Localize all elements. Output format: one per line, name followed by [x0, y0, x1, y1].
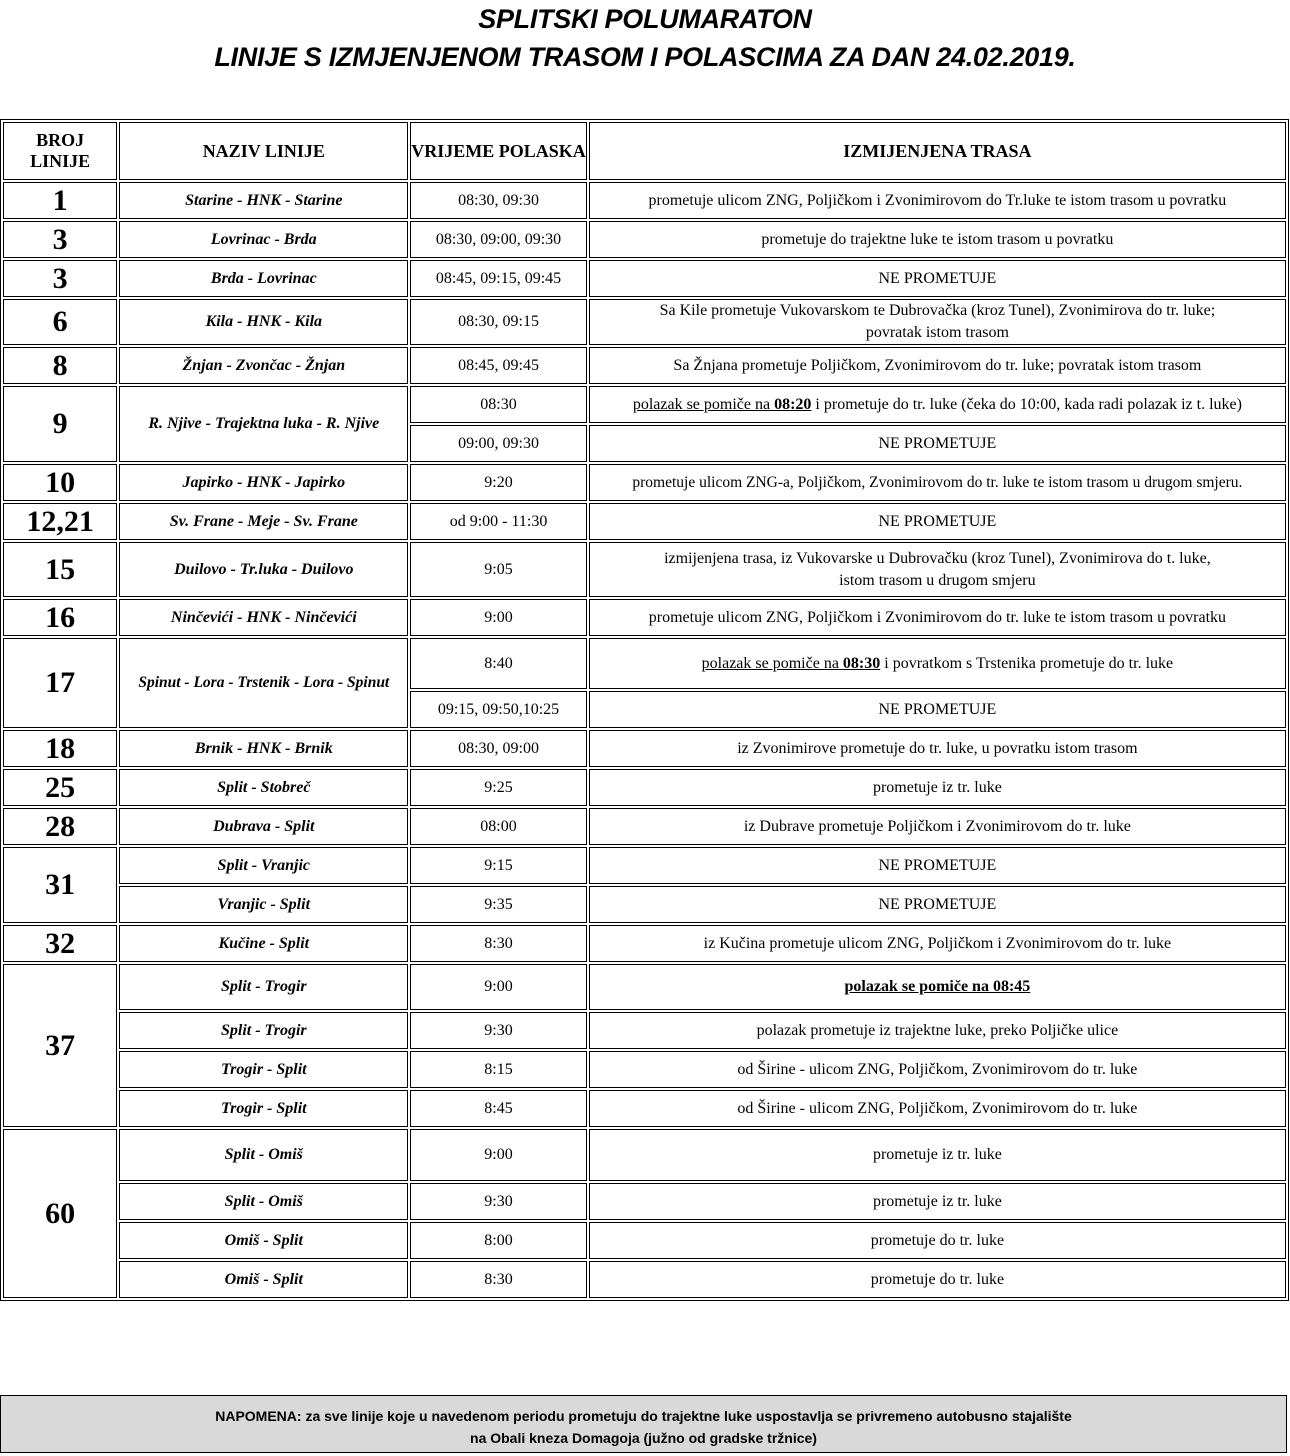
departure-time: od 9:00 - 11:30	[410, 503, 587, 540]
line-number: 37	[3, 964, 117, 1127]
note-box	[0, 1395, 1287, 1453]
route-highlight: polazak se pomiče na 08:45	[844, 978, 1031, 995]
line-name: Split - Vranjic	[119, 847, 408, 884]
table-row	[3, 886, 1286, 923]
route-change: polazak prometuje iz trajektne luke, preko Poljičke ulice	[589, 1012, 1286, 1049]
line-number: 16	[3, 599, 117, 636]
note-line-2: na Obali kneza Domagoja (južno od gradske tržnice)	[470, 1430, 817, 1446]
departure-time: 8:00	[410, 1222, 587, 1259]
table-row	[3, 464, 1286, 501]
route-change: NE PROMETUJE	[589, 691, 1286, 728]
line-name: R. Njive - Trajektna luka - R. Njive	[119, 386, 408, 462]
route-change: prometuje do tr. luke	[589, 1222, 1286, 1259]
table-row	[3, 1129, 1286, 1181]
route-suffix: i povratkom s Trstenika prometuje do tr. luke	[880, 654, 1174, 672]
document-subtitle: LINIJE S IZMJENJENOM TRASOM I POLASCIMA ZA DAN 24.02.2019.	[214, 42, 1076, 72]
line-number: 6	[3, 299, 117, 345]
line-name: Žnjan - Zvončac - Žnjan	[119, 347, 408, 384]
line-number: 25	[3, 769, 117, 806]
departure-time: 9:00	[410, 1129, 587, 1181]
line-number: 9	[3, 386, 117, 462]
line-name: Split - Stobreč	[119, 769, 408, 806]
line-name: Duilovo - Tr.luka - Duilovo	[119, 542, 408, 597]
departure-time: 8:45	[410, 1090, 587, 1127]
route-line-2: povratak istom trasom	[865, 324, 1009, 341]
line-name: Split - Trogir	[119, 1012, 408, 1049]
table-row	[3, 638, 1286, 689]
line-name: Vranjic - Split	[119, 886, 408, 923]
route-change: od Širine - ulicom ZNG, Poljičkom, Zvonimirovom do tr. luke	[589, 1090, 1286, 1127]
table-row	[3, 1012, 1286, 1049]
route-new-time: 08:30	[842, 654, 881, 672]
departure-time: 08:00	[410, 808, 587, 845]
line-name: Trogir - Split	[119, 1090, 408, 1127]
route-change: od Širine - ulicom ZNG, Poljičkom, Zvonimirovom do tr. luke	[589, 1051, 1286, 1088]
line-number: 8	[3, 347, 117, 384]
line-name: Sv. Frane - Meje - Sv. Frane	[119, 503, 408, 540]
table-row	[3, 542, 1286, 597]
line-name: Brnik - HNK - Brnik	[119, 730, 408, 767]
route-change: prometuje do tr. luke	[589, 1261, 1286, 1298]
line-name: Dubrava - Split	[119, 808, 408, 845]
line-name: Spinut - Lora - Trstenik - Lora - Spinut	[119, 638, 408, 728]
line-number: 31	[3, 847, 117, 923]
departure-time: 9:20	[410, 464, 587, 501]
table-row	[3, 1183, 1286, 1220]
route-suffix: i prometuje do tr. luke (čeka do 10:00, kada radi polazak iz t. luke)	[811, 395, 1242, 413]
departure-time: 9:00	[410, 599, 587, 636]
departure-time: 9:35	[410, 886, 587, 923]
header-row	[3, 122, 1286, 180]
route-change	[589, 299, 1286, 345]
line-name: Japirko - HNK - Japirko	[119, 464, 408, 501]
route-change	[589, 638, 1286, 689]
table-row	[3, 260, 1286, 297]
table-row	[3, 769, 1286, 806]
line-name: Kučine - Split	[119, 925, 408, 962]
line-number: 15	[3, 542, 117, 597]
departure-time: 09:15, 09:50,10:25	[410, 691, 587, 728]
route-change: NE PROMETUJE	[589, 425, 1286, 462]
departure-time: 8:30	[410, 1261, 587, 1298]
route-new-time: 08:20	[774, 395, 812, 413]
line-name: Split - Omiš	[119, 1129, 408, 1181]
route-line-1: Sa Kile prometuje Vukovarskom te Dubrovačka (kroz Tunel), Zvonimirova do tr. luke;	[659, 302, 1216, 319]
departure-time: 9:05	[410, 542, 587, 597]
route-change: iz Dubrave prometuje Poljičkom i Zvonimirovom do tr. luke	[589, 808, 1286, 845]
line-number: 1	[3, 182, 117, 219]
line-number: 12,21	[3, 503, 117, 540]
departure-time: 08:30, 09:00, 09:30	[410, 221, 587, 258]
route-change: NE PROMETUJE	[589, 503, 1286, 540]
route-change: NE PROMETUJE	[589, 260, 1286, 297]
route-prefix: polazak se pomiče na	[701, 654, 843, 672]
departure-time: 9:30	[410, 1183, 587, 1220]
route-change: prometuje ulicom ZNG, Poljičkom i Zvonimirovom do Tr.luke te istom trasom u povratku	[589, 182, 1286, 219]
table-row	[3, 221, 1286, 258]
line-name: Brda - Lovrinac	[119, 260, 408, 297]
table-row	[3, 925, 1286, 962]
route-change: iz Zvonimirove prometuje do tr. luke, u povratku istom trasom	[589, 730, 1286, 767]
line-name: Omiš - Split	[119, 1222, 408, 1259]
line-number: 10	[3, 464, 117, 501]
line-number: 3	[3, 221, 117, 258]
table-row	[3, 1090, 1286, 1127]
line-name: Split - Omiš	[119, 1183, 408, 1220]
departure-time: 8:15	[410, 1051, 587, 1088]
note-line-1: NAPOMENA: za sve linije koje u navedenom periodu prometuju do trajektne luke uspostavlja se privremeno autobusno stajalište	[215, 1408, 1072, 1424]
route-change: prometuje iz tr. luke	[589, 1129, 1286, 1181]
route-change	[589, 964, 1286, 1010]
line-name: Trogir - Split	[119, 1051, 408, 1088]
table-row	[3, 1222, 1286, 1259]
line-name: Split - Trogir	[119, 964, 408, 1010]
departure-time: 08:45, 09:45	[410, 347, 587, 384]
departure-time: 9:30	[410, 1012, 587, 1049]
route-change	[589, 386, 1286, 423]
line-number: 28	[3, 808, 117, 845]
route-change: Sa Žnjana prometuje Poljičkom, Zvonimirovom do tr. luke; povratak istom trasom	[589, 347, 1286, 384]
header-changed-route: IZMIJENJENA TRASA	[589, 122, 1286, 180]
table-row	[3, 386, 1286, 423]
table-row	[3, 599, 1286, 636]
departure-time: 9:00	[410, 964, 587, 1010]
departure-time: 9:15	[410, 847, 587, 884]
line-name: Omiš - Split	[119, 1261, 408, 1298]
line-number: 3	[3, 260, 117, 297]
table-row	[3, 299, 1286, 345]
route-line-2: istom trasom u drugom smjeru	[839, 571, 1036, 589]
table-row	[3, 847, 1286, 884]
table-row	[3, 1261, 1286, 1298]
line-name: Lovrinac - Brda	[119, 221, 408, 258]
header-departure-time: VRIJEME POLASKA	[410, 122, 587, 180]
route-change: prometuje iz tr. luke	[589, 769, 1286, 806]
departure-time: 09:00, 09:30	[410, 425, 587, 462]
table-row	[3, 503, 1286, 540]
route-change: prometuje ulicom ZNG-a, Poljičkom, Zvonimirovom do tr. luke te istom trasom u drugom smjeru.	[589, 464, 1286, 501]
route-change: NE PROMETUJE	[589, 886, 1286, 923]
line-number: 60	[3, 1129, 117, 1298]
document-title: SPLITSKI POLUMARATON	[478, 4, 812, 34]
line-name: Kila - HNK - Kila	[119, 299, 408, 345]
route-change: NE PROMETUJE	[589, 847, 1286, 884]
line-number: 32	[3, 925, 117, 962]
departure-time: 08:30, 09:30	[410, 182, 587, 219]
header-line-number: BROJ LINIJE	[3, 122, 117, 180]
route-change: prometuje iz tr. luke	[589, 1183, 1286, 1220]
table-row	[3, 347, 1286, 384]
table-row	[3, 1051, 1286, 1088]
route-change: iz Kučina prometuje ulicom ZNG, Poljičkom i Zvonimirovom do tr. luke	[589, 925, 1286, 962]
route-prefix: polazak se pomiče na	[632, 395, 775, 413]
table-row	[3, 808, 1286, 845]
departure-time: 08:30, 09:00	[410, 730, 587, 767]
table-row	[3, 182, 1286, 219]
schedule-table	[0, 119, 1289, 1301]
line-name: Ninčevići - HNK - Ninčevići	[119, 599, 408, 636]
departure-time: 08:30	[410, 386, 587, 423]
line-number: 17	[3, 638, 117, 728]
line-number: 18	[3, 730, 117, 767]
table-row	[3, 964, 1286, 1010]
departure-time: 08:30, 09:15	[410, 299, 587, 345]
route-change	[589, 542, 1286, 597]
departure-time: 8:30	[410, 925, 587, 962]
departure-time: 08:45, 09:15, 09:45	[410, 260, 587, 297]
table-row	[3, 730, 1286, 767]
departure-time: 9:25	[410, 769, 587, 806]
route-line-1: izmijenjena trasa, iz Vukovarske u Dubrovačku (kroz Tunel), Zvonimirova do t. luke,	[664, 549, 1211, 567]
route-change: prometuje do trajektne luke te istom trasom u povratku	[589, 221, 1286, 258]
line-name: Starine - HNK - Starine	[119, 182, 408, 219]
departure-time: 8:40	[410, 638, 587, 689]
header-line-name: NAZIV LINIJE	[119, 122, 408, 180]
route-change: prometuje ulicom ZNG, Poljičkom i Zvonimirovom do tr. luke te istom trasom u povratku	[589, 599, 1286, 636]
